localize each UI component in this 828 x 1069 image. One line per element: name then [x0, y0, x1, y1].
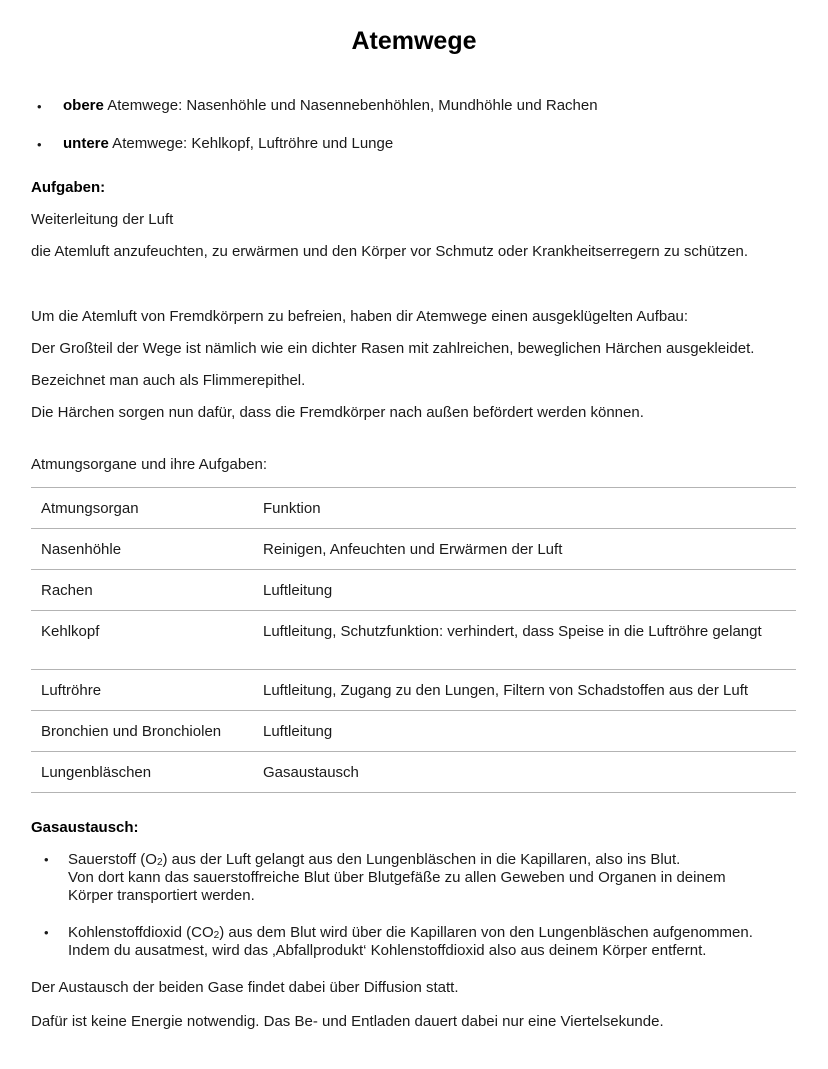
gas-co2-text: Kohlenstoffdioxid (CO — [68, 924, 214, 941]
table-row — [31, 710, 796, 751]
table-row — [31, 569, 796, 610]
table-header-row — [31, 487, 796, 528]
gas-co2-line2: Indem du ausatmest, wird das ‚Abfallprodukt‘ Kohlenstoffdioxid also aus deinem Körper entfernt. — [68, 942, 707, 959]
table-cell-function: Luftleitung, Zugang zu den Lungen, Filtern von Schadstoffen aus der Luft — [263, 682, 749, 699]
task-line: Weiterleitung der Luft — [31, 211, 174, 228]
table-row — [31, 528, 796, 569]
structure-line: Die Härchen sorgen nun dafür, dass die Fremdkörper nach außen befördert werden können. — [31, 404, 644, 421]
table-header-function: Funktion — [263, 500, 321, 517]
page-title: Atemwege — [351, 27, 477, 55]
gas-o2-line3: Körper transportiert werden. — [68, 887, 255, 904]
table-cell-function: Luftleitung — [263, 582, 333, 599]
airways-upper-text: Atemwege: Nasenhöhle und Nasennebenhöhlen, Mundhöhle und Rachen — [103, 97, 598, 114]
bullet-marker: • — [44, 925, 49, 940]
table-caption: Atmungsorgane und ihre Aufgaben: — [31, 456, 268, 473]
bullet-marker: • — [37, 99, 42, 114]
table-row — [31, 610, 796, 669]
table-cell-organ: Bronchien und Bronchiolen — [41, 723, 222, 740]
gas-o2-text: Sauerstoff (O — [68, 851, 157, 868]
airways-upper-label: obere — [63, 97, 104, 114]
task-line: die Atemluft anzufeuchten, zu erwärmen und den Körper vor Schmutz oder Krankheitserregern zu schützen. — [31, 243, 749, 260]
table-cell-organ: Lungenbläschen — [41, 764, 152, 781]
tasks-heading: Aufgaben: — [31, 179, 106, 196]
gas-heading: Gasaustausch: — [31, 819, 139, 836]
subscript: 2 — [156, 857, 163, 868]
closing-line: Der Austausch der beiden Gase findet dabei über Diffusion statt. — [31, 979, 459, 996]
table-cell-function: Gasaustausch — [263, 764, 359, 781]
table-cell-function: Luftleitung — [263, 723, 333, 740]
structure-line: Um die Atemluft von Fremdkörpern zu befreien, haben dir Atemwege einen ausgeklügelten Aufbau: — [31, 308, 689, 325]
closing-line: Dafür ist keine Energie notwendig. Das Be- und Entladen dauert dabei nur eine Viertelsekunde. — [31, 1013, 664, 1030]
table-row — [31, 751, 796, 793]
gas-co2-text: ) aus dem Blut wird über die Kapillaren von den Lungenbläschen aufgenommen. — [219, 924, 753, 941]
organ-table — [31, 487, 796, 793]
structure-line: Der Großteil der Wege ist nämlich wie ein dichter Rasen mit zahlreichen, beweglichen Härchen ausgekleidet. — [31, 340, 755, 357]
table-cell-organ: Nasenhöhle — [41, 541, 122, 558]
table-cell-organ: Rachen — [41, 582, 93, 599]
table-cell-function: Luftleitung, Schutzfunktion: verhindert, dass Speise in die Luftröhre gelangt — [263, 623, 762, 640]
gas-o2-line2: Von dort kann das sauerstoffreiche Blut über Blutgefäße zu allen Geweben und Organen in deinem — [68, 869, 726, 886]
bullet-marker: • — [37, 137, 42, 152]
table-row — [31, 669, 796, 710]
table-cell-organ: Kehlkopf — [41, 623, 100, 640]
gas-o2-text: ) aus der Luft gelangt aus den Lungenbläschen in die Kapillaren, also ins Blut. — [162, 851, 681, 868]
table-cell-organ: Luftröhre — [41, 682, 102, 699]
airways-item-lower — [63, 135, 393, 152]
table-header-organ: Atmungsorgan — [41, 500, 139, 517]
airways-lower-label: untere — [63, 135, 109, 152]
structure-line: Bezeichnet man auch als Flimmerepithel. — [31, 372, 306, 389]
table-cell-function: Reinigen, Anfeuchten und Erwärmen der Luft — [263, 541, 563, 558]
bullet-marker: • — [44, 852, 49, 867]
airways-lower-text: Atemwege: Kehlkopf, Luftröhre und Lunge — [108, 135, 394, 152]
airways-item-upper — [63, 97, 598, 114]
subscript: 2 — [213, 930, 220, 941]
